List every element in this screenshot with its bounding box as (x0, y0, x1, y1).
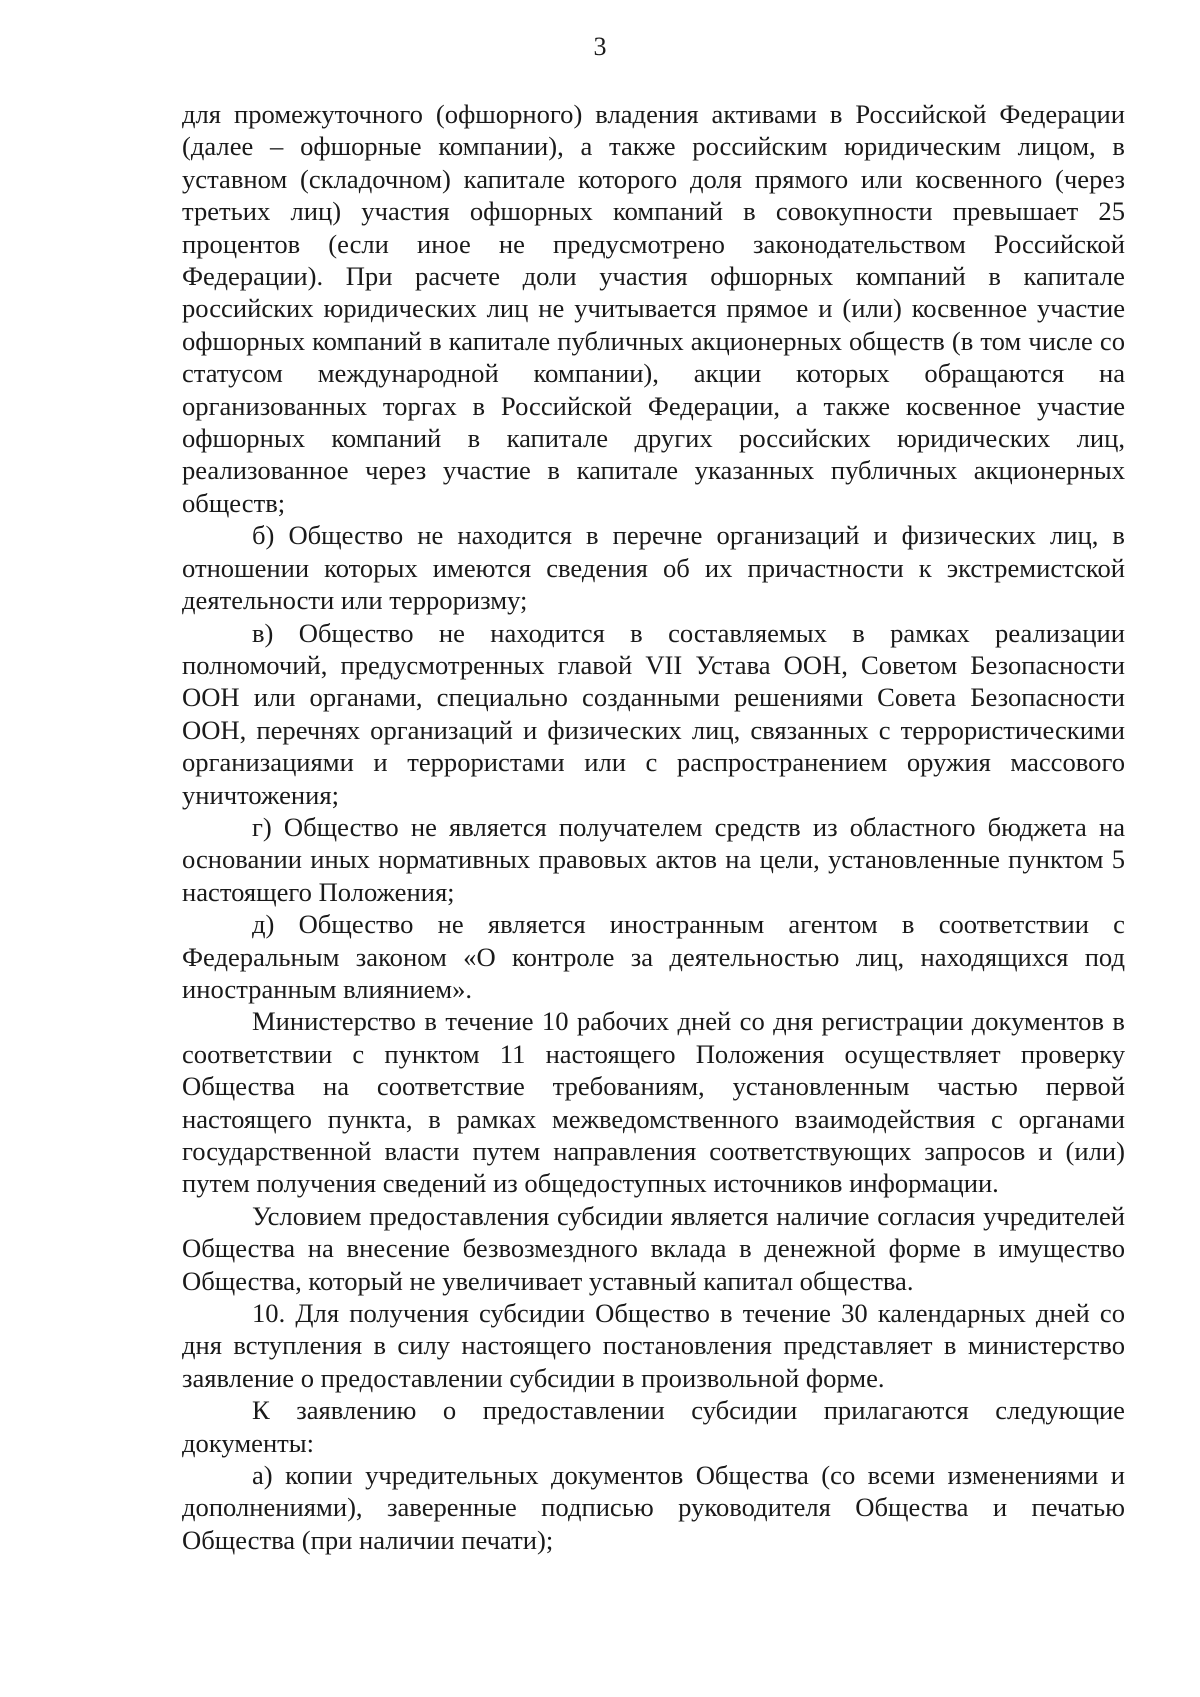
page-number: 3 (593, 32, 607, 61)
document-body (182, 98, 1125, 1556)
paragraph-subsidy-condition: Условием предоставления субсидии является наличие согласия учредителей Общества на внесение безвозмездного вклада в денежной форме в имущество Общества, который не увеличивает уставный капитал общества. (182, 1200, 1125, 1296)
paragraph-clause-10: 10. Для получения субсидии Общество в течение 30 календарных дней со дня вступления в силу настоящего постановления представляет в министерство заявление о предоставлении субсидии в произвольной форме. (182, 1298, 1125, 1393)
paragraph-attachments-intro: К заявлению о предоставлении субсидии прилагаются следующие документы: (182, 1395, 1125, 1458)
paragraph-offshore-continuation: для промежуточного (офшорного) владения активами в Российской Федерации (далее – офшорные компании), а также российским юридическим лицом, в уставном (складочном) капитале которого доля прямого или косвенного (через третьих лиц) участия офшорных компаний в совокупности превышает 25 процентов (если иное не предусмотрено законодательством Российской Федерации). При расчете доли участия офшорных компаний в капитале российских юридических лиц не учитывается прямое и (или) косвенное участие офшорных компаний в капитале публичных акционерных обществ (в том числе со статусом международной компании), акции которых обращаются на организованных торгах в Российской Федерации, а также косвенное участие офшорных компаний в капитале других российских юридических лиц, реализованное через участие в капитале указанных публичных акционерных обществ; (182, 99, 1125, 518)
paragraph-item-a: а) копии учредительных документов Общества (со всеми изменениями и дополнениями), заверенные подписью руководителя Общества и печатью Общества (при наличии печати); (182, 1460, 1125, 1555)
paragraph-item-b: б) Общество не находится в перечне организаций и физических лиц, в отношении которых имеются сведения об их причастности к экстремистской деятельности или терроризму; (182, 520, 1125, 616)
paragraph-item-v: в) Общество не находится в составляемых в рамках реализации полномочий, предусмотренных главой VII Устава ООН, Советом Безопасности ООН или органами, специально созданными решениями Совета Безопасности ООН, перечнях организаций и физических лиц, связанных с террористическими организациями и террористами или с распространением оружия массового уничтожения; (182, 617, 1125, 810)
paragraph-item-d: д) Общество не является иностранным агентом в соответствии с Федеральным законом «О контроле за деятельностью лиц, находящихся под иностранным влиянием». (182, 909, 1125, 1004)
paragraph-ministry-check: Министерство в течение 10 рабочих дней со дня регистрации документов в соответствии с пунктом 11 настоящего Положения осуществляет проверку Общества на соответствие требованиям, установленным частью первой настоящего пункта, в рамках межведомственного взаимодействия с органами государственной власти путем направления соответствующих запросов и (или) путем получения сведений из общедоступных источников информации. (182, 1006, 1125, 1199)
paragraph-item-g: г) Общество не является получателем средств из областного бюджета на основании иных нормативных правовых актов на цели, установленные пунктом 5 настоящего Положения; (182, 811, 1125, 907)
